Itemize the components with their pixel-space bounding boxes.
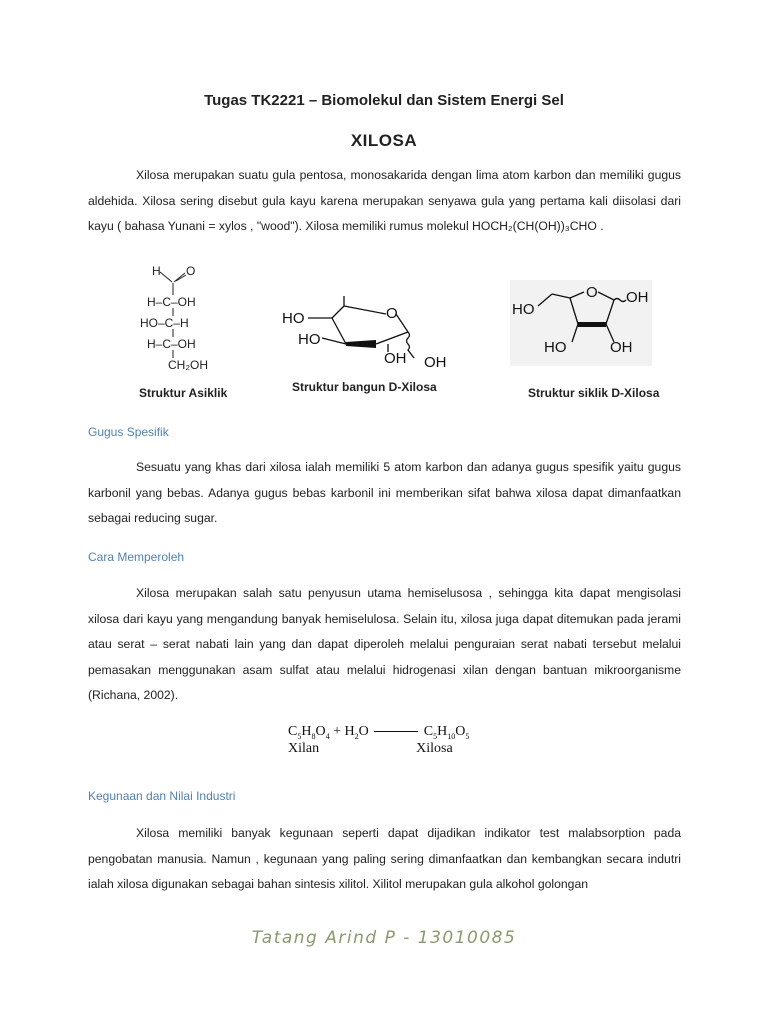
page-heading: XILOSA <box>350 131 418 150</box>
chair-o: O <box>386 305 398 322</box>
caption-acyclic: Struktur Asiklik <box>139 386 228 400</box>
section-text-cara-memperoleh: Xilosa merupakan salah satu penyusun utama hemiselusosa , sehingga kita dapat mengisolasi xilosa dari kayu yang mengandung banyak hemiselulosa. Selain itu, xilosa juga dapat ditemukan pada jerami atau serat – serat nabati lain yang dan dapat diperoleh melalui penguraian serat nabati tersebut melalui pemasakan menggunakan asam sulfat atau melalui hidrogenasi xilan dengan bantuan mikroorganisme (Richana, 2002). <box>88 586 681 702</box>
acyclic-row2: HO–C–H <box>140 316 189 330</box>
section-title-kegunaan: Kegunaan dan Nilai Industri <box>88 789 236 803</box>
document-title: Tugas TK2221 – Biomolekul dan Sistem Energi Sel <box>204 92 564 109</box>
chair-ho-1: HO <box>282 310 305 327</box>
page-footer: Tatang Arind P - 13010085 <box>251 928 517 948</box>
acyclic-o-top: O <box>186 264 196 278</box>
section-text-gugus-spesifik: Sesuatu yang khas dari xilosa ialah memiliki 5 atom karbon dan adanya gugus spesifik yaitu gugus karbonil yang bebas. Adanya gugus bebas karbonil ini memberikan sifat bahwa xilosa dapat dimanfaatkan sebagai reducing sugar. <box>88 460 681 525</box>
cyclic-structure-figure <box>510 280 652 366</box>
section-paragraph-gugus-spesifik <box>88 455 681 532</box>
section-title-cara-memperoleh: Cara Memperoleh <box>88 550 185 564</box>
intro-paragraph <box>88 163 681 240</box>
section-paragraph-cara-memperoleh <box>88 581 681 709</box>
section-paragraph-kegunaan <box>88 821 681 898</box>
cyclic-oh-1: OH <box>626 289 649 306</box>
chair-structure-figure <box>276 294 456 374</box>
equation-formula: $C_5H_8O_4 + H_2O$ $C_5H_{10}O_5$ <box>288 724 470 741</box>
section-title-gugus-spesifik: Gugus Spesifik <box>88 425 169 439</box>
acyclic-h-top: H <box>152 264 161 278</box>
equation-product-label: Xilosa <box>416 741 453 756</box>
acyclic-row3: H–C–OH <box>147 337 196 351</box>
caption-cyclic: Struktur siklik D-Xilosa <box>528 386 660 400</box>
chair-oh-2: OH <box>424 354 447 371</box>
acyclic-bottom: CH₂OH <box>168 358 208 372</box>
caption-chair: Struktur bangun D-Xilosa <box>292 380 437 394</box>
acyclic-row1: H–C–OH <box>147 295 196 309</box>
cyclic-oh-2: OH <box>610 339 633 356</box>
chair-oh-1: OH <box>384 350 407 367</box>
section-text-kegunaan: Xilosa memiliki banyak kegunaan seperti dapat dijadikan indikator test malabsorption pada pengobatan manusia. Namun , kegunaan yang paling sering dimanfaatkan dan kembangkan secara indutri ialah xilosa digunakan sebagai bahan sintesis xilitol. Xilitol merupakan gula alkohol golongan <box>88 826 681 891</box>
cyclic-ho-2: HO <box>544 339 567 356</box>
chair-ho-2: HO <box>298 331 321 348</box>
equation-reactant-label: Xilan <box>288 741 320 756</box>
cyclic-ho-1: HO <box>512 301 535 318</box>
cyclic-o: O <box>586 284 598 301</box>
acyclic-structure-figure <box>130 262 230 377</box>
intro-text: Xilosa merupakan suatu gula pentosa, monosakarida dengan lima atom karbon dan memiliki gugus aldehida. Xilosa sering disebut gula kayu karena merupakan senyawa gula yang pertama kali diisolasi dari kayu ( bahasa Yunani = xylos , "wood"). Xilosa memiliki rumus molekul HOCH₂(CH(OH))₃CHO . <box>88 168 681 233</box>
